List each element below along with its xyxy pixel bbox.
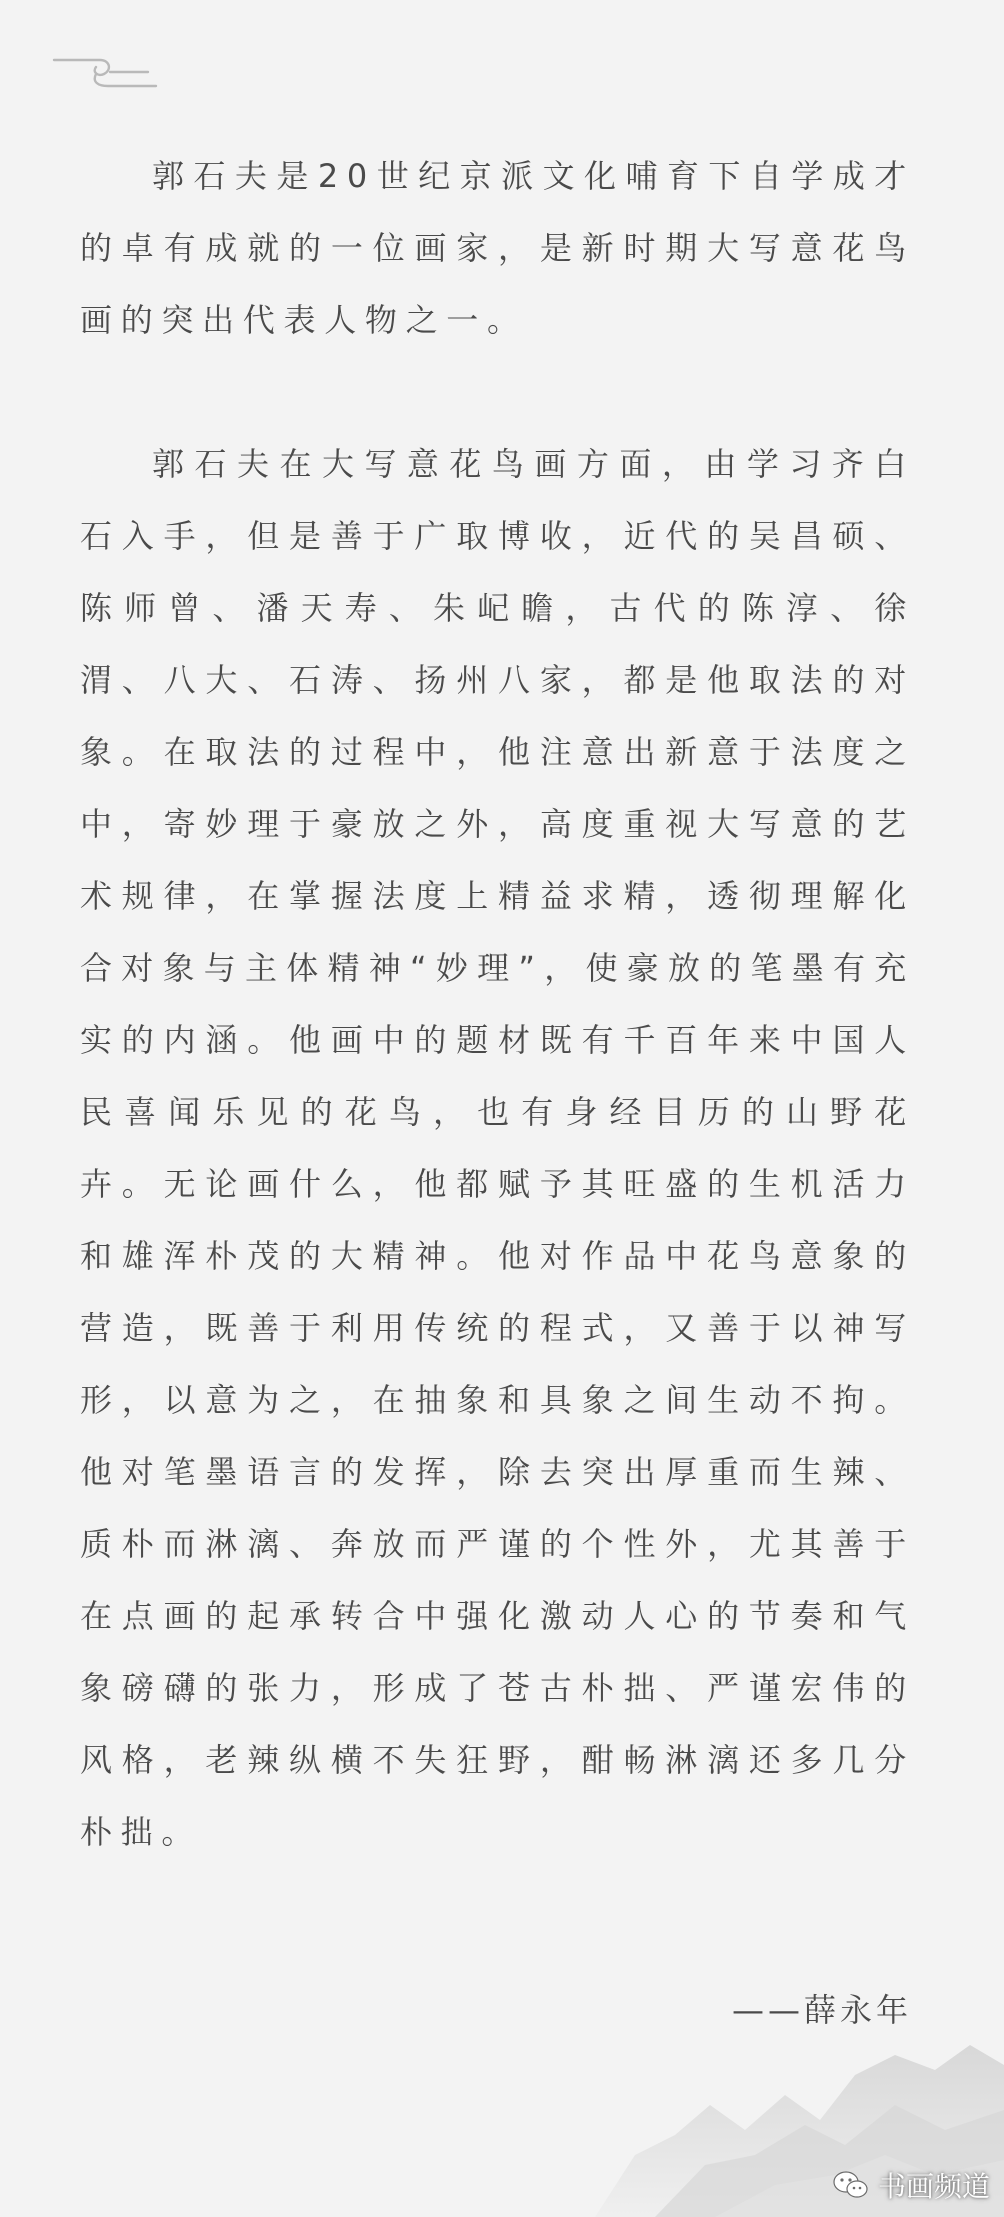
channel-watermark <box>832 2165 990 2205</box>
author-signature: ——薛永年 <box>731 1991 912 2029</box>
article-body <box>80 140 915 1868</box>
cloud-ornament-icon <box>52 50 162 90</box>
watermark-label: 书画频道 <box>877 2170 990 2203</box>
wechat-icon <box>832 2170 870 2200</box>
paragraph-main: 郭石夫在大写意花鸟画方面，由学习齐白石入手，但是善于广取博收，近代的吴昌硕、陈师曾、潘天寿、朱屺瞻，古代的陈淳、徐渭、八大、石涛、扬州八家，都是他取法的对象。在取法的过程中，他注意出新意于法度之中，寄妙理于豪放之外，高度重视大写意的艺术规律，在掌握法度上精益求精，透彻理解化合对象与主体精神“妙理”，使豪放的笔墨有充实的内涵。他画中的题材既有千百年来中国人民喜闻乐见的花鸟，也有身经目历的山野花卉。无论画什么，他都赋予其旺盛的生机活力和雄浑朴茂的大精神。他对作品中花鸟意象的营造，既善于利用传统的程式，又善于以神写形，以意为之，在抽象和具象之间生动不拘。他对笔墨语言的发挥，除去突出厚重而生辣、质朴而淋漓、奔放而严谨的个性外，尤其善于在点画的起承转合中强化激动人心的节奏和气象磅礴的张力，形成了苍古朴拙、严谨宏伟的风格，老辣纵横不失狂野，酣畅淋漓还多几分朴拙。 <box>80 445 915 1851</box>
paragraph-intro: 郭石夫是20世纪京派文化哺育下自学成才的卓有成就的一位画家，是新时期大写意花鸟画的突出代表人物之一。 <box>80 157 915 339</box>
